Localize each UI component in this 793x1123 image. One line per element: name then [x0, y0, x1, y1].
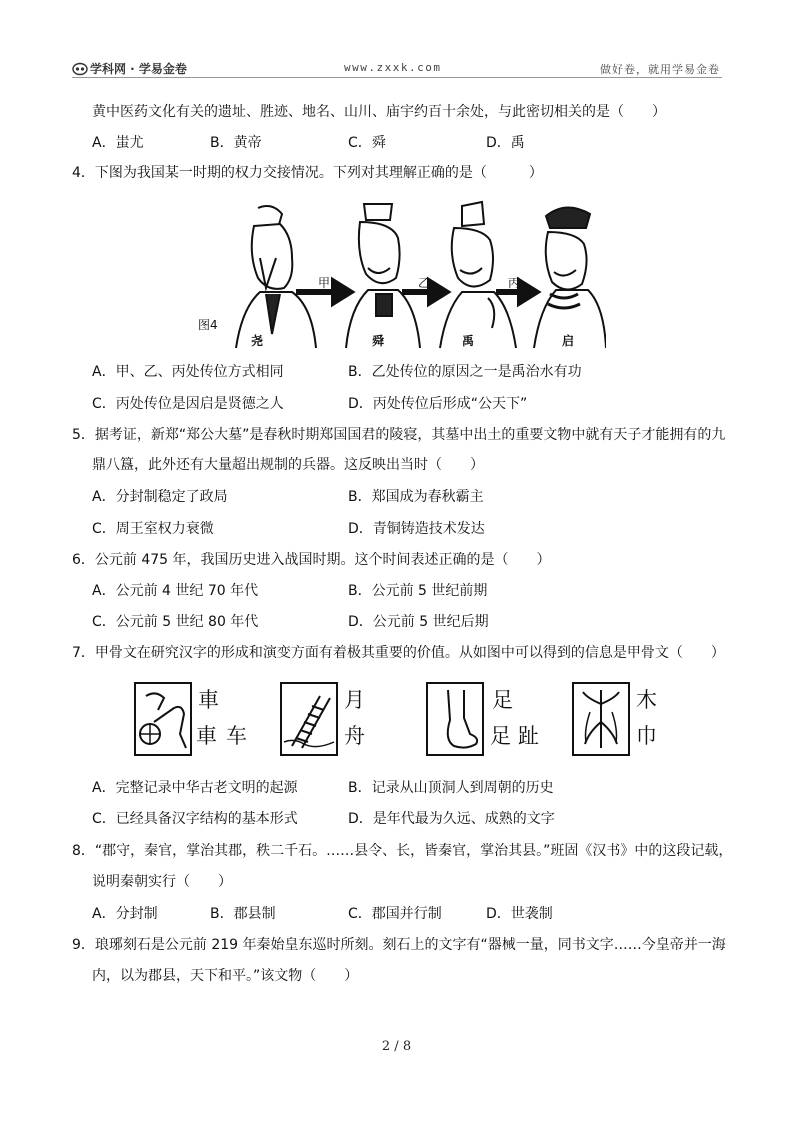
succession-illustration: [196, 198, 606, 350]
q5-option-d[interactable]: D．青铜铸造技术发达: [348, 521, 485, 537]
q8-stem-line1: 8．“郡守，秦官，掌治其郡，秩二千石。……县令、长，皆秦官，掌治其县。”班固《汉书》中的这段记载，: [72, 843, 733, 859]
q6-option-b[interactable]: B．公元前 5 世纪前期: [348, 583, 488, 599]
arrow-label-yi: 乙: [418, 276, 431, 290]
q4-option-a[interactable]: A．甲、乙、丙处传位方式相同: [92, 364, 284, 380]
cart-pictograph: [134, 682, 192, 756]
q4-option-b[interactable]: B．乙处传位的原因之一是禹治水有功: [348, 364, 582, 380]
q7-option-b[interactable]: B．记录从山顶洞人到周朝的历史: [348, 780, 554, 796]
tree-pictograph: [572, 682, 630, 756]
q5-option-b[interactable]: B．郑国成为春秋霸主: [348, 489, 484, 505]
q5-option-c[interactable]: C．周王室权力衰微: [92, 521, 214, 537]
q3-option-b[interactable]: B．黄帝: [210, 135, 262, 151]
q3-option-c[interactable]: C．舜: [348, 135, 386, 151]
figure-label: 图4: [198, 318, 218, 332]
site-url[interactable]: www.zxxk.com: [344, 61, 442, 74]
q3-stem: 黄中医药文化有关的遗址、胜迹、地名、山川、庙宇约百十余处，与此密切相关的是（ ）: [92, 104, 666, 120]
q7-option-d[interactable]: D．是年代最为久远、成熟的文字: [348, 811, 555, 827]
q4-option-c[interactable]: C．丙处传位是因启是贤德之人: [92, 396, 284, 412]
name-qi: 启: [562, 334, 575, 348]
name-shun: 舜: [372, 334, 385, 348]
q8-option-a[interactable]: A．分封制: [92, 906, 158, 922]
q6-stem: 6．公元前 475 年，我国历史进入战国时期。这个时间表述正确的是（ ）: [72, 552, 551, 568]
glyph-boat-modern: 舟: [344, 724, 365, 748]
header-slogan: 做好卷，就用学易金卷: [600, 63, 720, 76]
glyph-boat-ancient: 月: [344, 688, 365, 712]
emperor-yao-portrait: [236, 206, 316, 348]
logo: [72, 60, 187, 77]
q5-stem-line1: 5．据考证，新郑“郑公大墓”是春秋时期郑国国君的陵寝，其墓中出土的重要文物中就有天子才能拥有的九: [72, 427, 726, 443]
glyph-foot-ancient: 足: [492, 688, 513, 712]
q8-option-d[interactable]: D．世袭制: [486, 906, 553, 922]
q8-option-b[interactable]: B．郡县制: [210, 906, 276, 922]
page-header: [72, 58, 722, 78]
glyph-cart-traditional: 車: [196, 724, 217, 748]
q3-option-d[interactable]: D．禹: [486, 135, 525, 151]
q8-option-c[interactable]: C．郡国并行制: [348, 906, 442, 922]
q6-option-d[interactable]: D．公元前 5 世纪后期: [348, 614, 489, 630]
q8-stem-line2: 说明秦朝实行（ ）: [92, 874, 232, 890]
q4-option-d[interactable]: D．丙处传位后形成“公天下”: [348, 396, 528, 412]
glyph-cart-simplified: 车: [226, 724, 247, 748]
logo-icon: [72, 62, 88, 76]
q4-stem: 4．下图为我国某一时期的权力交接情况。下列对其理解正确的是（ ）: [72, 165, 543, 181]
logo-text: 学科网 · 学易金卷: [90, 62, 187, 76]
emperor-shun-portrait: [346, 204, 420, 348]
q5-stem-line2: 鼎八簋，此外还有大量超出规制的兵器。这反映出当时（ ）: [92, 457, 484, 473]
q7-option-a[interactable]: A．完整记录中华古老文明的起源: [92, 780, 298, 796]
name-yao: 尧: [251, 334, 264, 348]
glyph-cart-ancient: 車: [198, 688, 219, 712]
emperor-yu-portrait: [440, 202, 516, 348]
glyph-toe-modern: 趾: [518, 724, 539, 748]
glyph-cloth-modern: 巾: [636, 724, 657, 748]
succession-figure: [196, 198, 606, 350]
name-yu: 禹: [462, 334, 475, 348]
q3-option-a[interactable]: A．蚩尤: [92, 135, 144, 151]
boat-pictograph: [280, 682, 338, 756]
q9-stem-line2: 内，以为郡县，天下和平。”该文物（ ）: [92, 968, 359, 984]
q7-stem: 7．甲骨文在研究汉字的形成和演变方面有着极其重要的价值。从如图中可以得到的信息是甲骨文（ ）: [72, 645, 725, 661]
q7-option-c[interactable]: C．已经具备汉字结构的基本形式: [92, 811, 298, 827]
arrow-label-jia: 甲: [318, 276, 331, 290]
foot-pictograph: [426, 682, 484, 756]
emperor-qi-portrait: [534, 207, 606, 348]
q9-stem-line1: 9．琅琊刻石是公元前 219 年秦始皇东巡时所刻。刻石上的文字有“器械一量，同书文字……今皇帝并一海: [72, 937, 726, 953]
oracle-bone-figure: [134, 680, 694, 762]
glyph-foot-modern: 足: [490, 724, 511, 748]
q6-option-c[interactable]: C．公元前 5 世纪 80 年代: [92, 614, 259, 630]
header-rule: [72, 77, 722, 78]
arrow-label-bing: 丙: [508, 276, 521, 290]
glyph-wood-ancient: 木: [636, 688, 657, 712]
q6-option-a[interactable]: A．公元前 4 世纪 70 年代: [92, 583, 259, 599]
page-number: 2 / 8: [381, 1039, 412, 1054]
q5-option-a[interactable]: A．分封制稳定了政局: [92, 489, 228, 505]
